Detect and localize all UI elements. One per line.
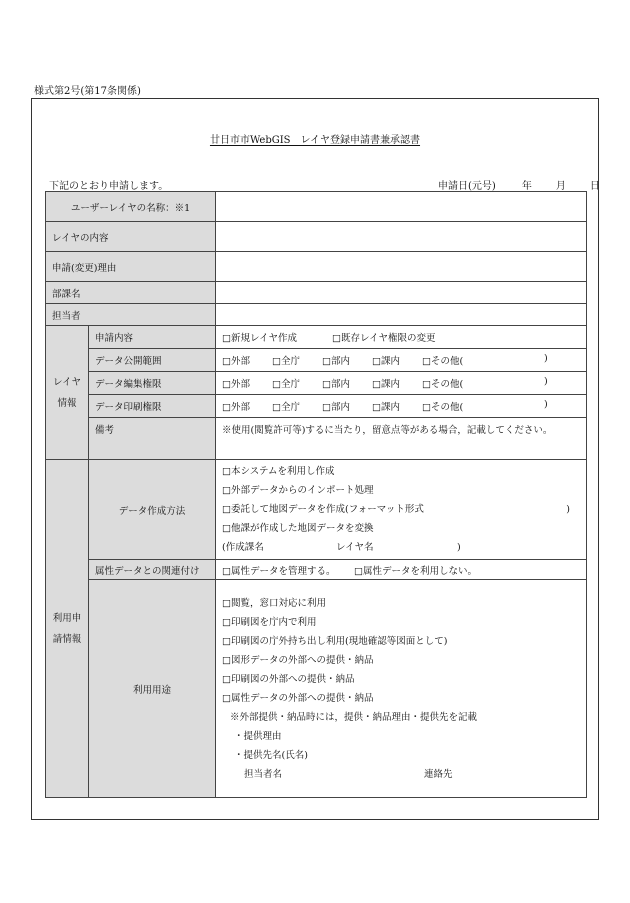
checkbox-outsource[interactable]: □委託して地図データを作成(フォーマット形式 ) xyxy=(222,504,571,515)
checkbox-provide-shape[interactable]: □図形データの外部への提供・納品 xyxy=(222,654,374,666)
checkbox-section[interactable]: □課内 xyxy=(372,379,400,390)
checkbox-view[interactable]: □閲覧，窓口対応に利用 xyxy=(222,597,326,609)
application-form-table xyxy=(45,191,587,798)
checkbox-section[interactable]: □課内 xyxy=(372,356,400,367)
label-remarks: 備考 xyxy=(89,418,216,460)
checkbox-other[interactable]: □その他( xyxy=(422,379,464,390)
label-print-rights: データ印刷権限 xyxy=(89,395,216,418)
field-reason[interactable] xyxy=(216,252,587,282)
checkbox-new-layer[interactable]: □新規レイヤ作成 xyxy=(222,333,298,344)
checkbox-all-office[interactable]: □全庁 xyxy=(272,402,300,413)
label-edit-rights: データ編集権限 xyxy=(89,372,216,395)
purpose-options xyxy=(216,580,587,798)
row-person xyxy=(46,304,587,326)
purpose-note: ※外部提供・納品時には，提供・納品理由・提供先を記載 xyxy=(230,711,478,723)
checkbox-no-attr[interactable]: □属性データを利用しない。 xyxy=(354,565,477,577)
provide-reason: ・提供理由 xyxy=(234,730,282,742)
lead-text: 下記のとおり申請します。 xyxy=(49,181,169,192)
label-purpose: 利用用途 xyxy=(89,580,216,798)
public-scope-options xyxy=(216,349,587,372)
label-department: 部課名 xyxy=(46,282,216,304)
row-public-scope xyxy=(46,349,587,372)
checkbox-print-outside[interactable]: □印刷図の庁外持ち出し利用(現地確認等図面として) xyxy=(222,635,448,647)
row-layer-content xyxy=(46,222,587,252)
checkbox-section[interactable]: □課内 xyxy=(372,402,400,413)
label-reason: 申請(変更)理由 xyxy=(46,252,216,282)
row-remarks xyxy=(46,418,587,460)
label-layer-name: ユーザーレイヤの名称：※1 xyxy=(46,192,216,222)
label-layer-content: レイヤの内容 xyxy=(46,222,216,252)
row-reason xyxy=(46,252,587,282)
request-options xyxy=(216,326,587,349)
checkbox-all-office[interactable]: □全庁 xyxy=(272,379,300,390)
row-edit-rights xyxy=(46,372,587,395)
creation-options xyxy=(216,460,587,560)
attribute-options xyxy=(216,560,587,580)
checkbox-department[interactable]: □部内 xyxy=(322,356,350,367)
print-rights-options xyxy=(216,395,587,418)
row-purpose xyxy=(46,580,587,798)
row-layer-name xyxy=(46,192,587,222)
provide-to: ・提供先名(氏名) xyxy=(234,749,308,761)
field-layer-content[interactable] xyxy=(216,222,587,252)
row-creation-method xyxy=(46,460,587,560)
checkbox-external[interactable]: □外部 xyxy=(222,356,250,367)
checkbox-provide-print[interactable]: □印刷図の外部への提供・納品 xyxy=(222,673,355,685)
checkbox-external[interactable]: □外部 xyxy=(222,379,250,390)
checkbox-convert[interactable]: □他課が作成した地図データを変換 xyxy=(222,523,374,534)
label-attribute: 属性データとの関連付け xyxy=(89,560,216,580)
application-date: 申請日(元号) 年 月 日 xyxy=(438,181,600,192)
group-layer-info: レイヤ 情報 xyxy=(46,326,89,460)
checkbox-other[interactable]: □その他( xyxy=(422,356,464,367)
field-layer-name[interactable] xyxy=(216,192,587,222)
checkbox-external[interactable]: □外部 xyxy=(222,402,250,413)
checkbox-all-office[interactable]: □全庁 xyxy=(272,356,300,367)
checkbox-other[interactable]: □その他( xyxy=(422,402,464,413)
checkbox-change-rights[interactable]: □既存レイヤ権限の変更 xyxy=(332,333,436,344)
document-title: 廿日市市WebGIS レイヤ登録申請書兼承認書 xyxy=(209,135,421,146)
field-department[interactable] xyxy=(216,282,587,304)
checkbox-department[interactable]: □部内 xyxy=(322,402,350,413)
other-close-paren: ) xyxy=(544,353,548,364)
row-request xyxy=(46,326,587,349)
checkbox-manage-attr[interactable]: □属性データを管理する。 xyxy=(222,565,336,577)
label-public-scope: データ公開範囲 xyxy=(89,349,216,372)
creation-dept-line: (作成課名 レイヤ名 ) xyxy=(222,542,461,553)
row-attribute xyxy=(46,560,587,580)
remarks-note[interactable]: ※使用(閲覧許可等)するに当たり，留意点等がある場合，記載してください。 xyxy=(216,418,587,460)
other-close-paren: ) xyxy=(544,376,548,387)
row-department xyxy=(46,282,587,304)
checkbox-provide-attr[interactable]: □属性データの外部への提供・納品 xyxy=(222,692,374,704)
edit-rights-options xyxy=(216,372,587,395)
checkbox-system-create[interactable]: □本システムを利用し作成 xyxy=(222,466,335,477)
checkbox-import[interactable]: □外部データからのインポート処理 xyxy=(222,485,374,496)
checkbox-print-internal[interactable]: □印刷図を庁内で利用 xyxy=(222,616,317,628)
other-close-paren: ) xyxy=(544,399,548,410)
checkbox-department[interactable]: □部内 xyxy=(322,379,350,390)
row-print-rights xyxy=(46,395,587,418)
field-person[interactable] xyxy=(216,304,587,326)
label-person: 担当者 xyxy=(46,304,216,326)
group-usage-info: 利用申 請情報 xyxy=(46,460,89,798)
label-creation-method: データ作成方法 xyxy=(89,460,216,560)
form-number: 様式第2号(第17条関係) xyxy=(34,86,141,97)
label-request: 申請内容 xyxy=(89,326,216,349)
contact-line: 担当者名 連絡先 xyxy=(244,768,453,780)
